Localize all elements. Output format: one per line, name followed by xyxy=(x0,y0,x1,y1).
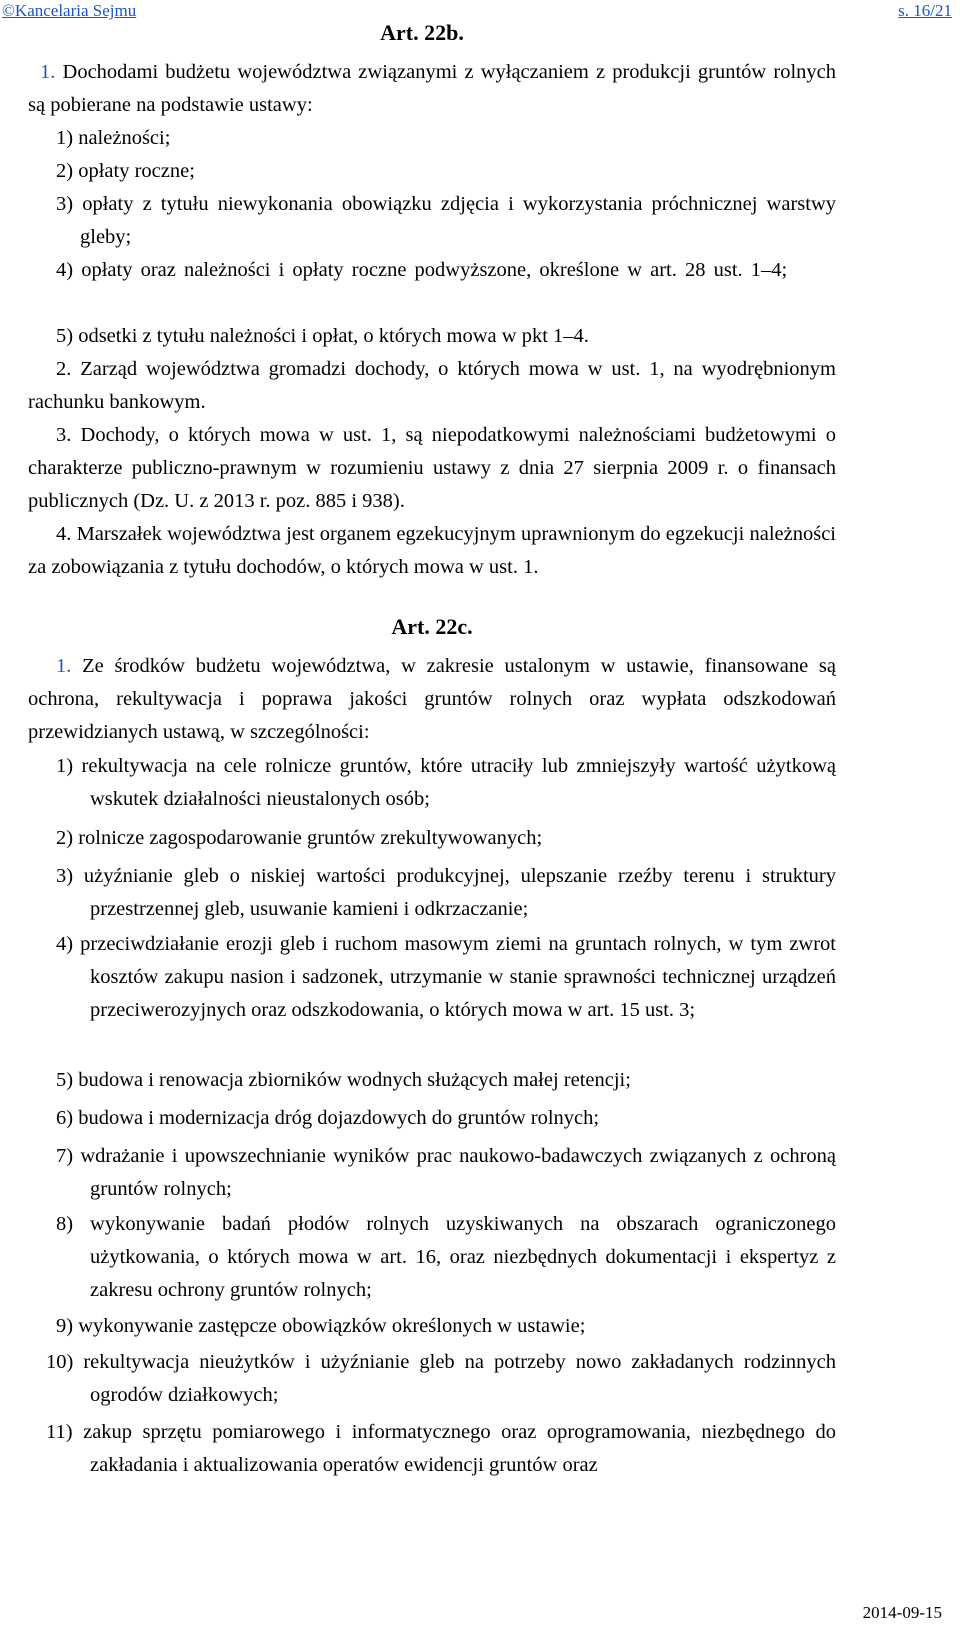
item-number: 4) xyxy=(56,933,74,955)
list-item xyxy=(56,320,836,353)
article-22c-paragraph-1 xyxy=(28,650,836,749)
list-item xyxy=(46,1416,836,1482)
item-text: należności; xyxy=(78,127,171,149)
list-item xyxy=(56,822,836,855)
item-number: 10) xyxy=(46,1351,74,1373)
item-number: 5) xyxy=(56,1069,74,1091)
item-text: wykonywanie badań płodów rolnych uzyskiwanych na obszarach ograniczonego użytkowania, o których mowa w art. 16, oraz niezbędnych dokumentacji i ekspertyz z zakresu ochrony gruntów rolnych; xyxy=(90,1213,837,1301)
item-number: 6) xyxy=(56,1107,74,1129)
copyright-label xyxy=(2,0,136,22)
list-item xyxy=(56,254,836,287)
list-item xyxy=(56,1140,836,1206)
item-text: przeciwdziałanie erozji gleb i ruchom masowym ziemi na gruntach rolnych, w tym zwrot kosztów zakupu nasion i sadzonek, utrzymanie w stanie sprawności technicznej urządzeń przeciwerozyjnych oraz odszkodowania, o których mowa w art. 15 ust. 3; xyxy=(80,933,837,1021)
item-number: 3) xyxy=(56,865,74,887)
item-number: 1) xyxy=(56,755,74,777)
paragraph-text: Dochody, o których mowa w ust. 1, są niepodatkowymi należnościami budżetowymi o charakterze publiczno-prawnym w rozumieniu ustawy z dnia 27 sierpnia 2009 r. o finansach publicznych (Dz. U. z 2013 r. poz. 885 i 938). xyxy=(28,424,837,512)
page-number xyxy=(898,0,952,22)
article-22b-paragraph-3 xyxy=(28,419,836,518)
item-text: rekultywacja na cele rolnicze gruntów, które utraciły lub zmniejszyły wartość użytkową wskutek działalności nieustalonych osób; xyxy=(81,755,836,810)
item-text: opłaty oraz należności i opłaty roczne podwyższone, określone w art. 28 ust. 1–4; xyxy=(81,259,788,281)
article-title-22c: Art. 22c. xyxy=(391,614,473,639)
item-text: zakup sprzętu pomiarowego i informatycznego oraz oprogramowania, niezbędnego do zakładania i aktualizowania operatów ewidencji gruntów oraz xyxy=(83,1421,836,1476)
item-text: użyźnianie gleb o niskiej wartości produkcyjnej, ulepszanie rzeźby terenu i struktury przestrzennej gleb, usuwanie kamieni i odkrzaczanie; xyxy=(83,865,836,920)
paragraph-number: 4. xyxy=(56,523,72,545)
item-number: 2) xyxy=(56,827,74,849)
copyright-link[interactable]: ©Kancelaria Sejmu xyxy=(2,1,137,20)
item-number: 8) xyxy=(56,1213,74,1235)
item-text: odsetki z tytułu należności i opłat, o których mowa w pkt 1–4. xyxy=(78,325,589,347)
paragraph-text: Marszałek województwa jest organem egzekucyjnym uprawnionym do egzekucji należności za zobowiązania z tytułu dochodów, o których mowa w ust. 1. xyxy=(28,523,836,578)
article-22b-paragraph-4 xyxy=(28,518,836,584)
list-item xyxy=(56,188,836,254)
paragraph-number: 3. xyxy=(56,424,72,446)
list-item xyxy=(56,1310,836,1343)
list-item xyxy=(56,1064,836,1097)
list-item xyxy=(56,1208,836,1307)
item-number: 11) xyxy=(46,1421,73,1443)
item-number: 9) xyxy=(56,1315,74,1337)
article-title-22b: Art. 22b. xyxy=(380,20,464,45)
article-22b-paragraph-1 xyxy=(28,56,836,122)
item-text: wykonywanie zastępcze obowiązków określonych w ustawie; xyxy=(78,1315,586,1337)
item-text: wdrażanie i upowszechnianie wyników prac naukowo-badawczych związanych z ochroną gruntów rolnych; xyxy=(80,1145,836,1200)
item-text: budowa i renowacja zbiorników wodnych służących małej retencji; xyxy=(78,1069,631,1091)
list-item xyxy=(56,1102,836,1135)
paragraph-text: Ze środków budżetu województwa, w zakresie ustalonym w ustawie, finansowane są ochrona, rekultywacja i poprawa jakości gruntów rolnych oraz wypłata odszkodowań przewidzianych ustawą, w szczególności: xyxy=(28,655,837,743)
item-number: 5) xyxy=(56,325,74,347)
list-item xyxy=(56,750,836,816)
item-number: 7) xyxy=(56,1145,74,1167)
item-text: rolnicze zagospodarowanie gruntów zrekultywowanych; xyxy=(78,827,543,849)
page-number-link[interactable]: s. 16/21 xyxy=(898,1,952,20)
list-item xyxy=(56,122,836,155)
paragraph-number: 1. xyxy=(56,655,72,677)
list-item xyxy=(56,928,836,1027)
paragraph-number: 1. xyxy=(40,61,56,83)
item-number: 2) xyxy=(56,160,74,182)
paragraph-number: 2. xyxy=(56,358,72,380)
document-date: 2014-09-15 xyxy=(862,1603,942,1622)
item-number: 1) xyxy=(56,127,74,149)
paragraph-text: Zarząd województwa gromadzi dochody, o których mowa w ust. 1, na wyodrębnionym rachunku bankowym. xyxy=(28,358,837,413)
item-text: opłaty roczne; xyxy=(78,160,195,182)
paragraph-text: Dochodami budżetu województwa związanymi z wyłączaniem z produkcji gruntów rolnych są pobierane na podstawie ustawy: xyxy=(28,61,836,116)
item-text: budowa i modernizacja dróg dojazdowych do gruntów rolnych; xyxy=(78,1107,600,1129)
item-text: rekultywacja nieużytków i użyźnianie gleb na potrzeby nowo zakładanych rodzinnych ogrodów działkowych; xyxy=(83,1351,836,1406)
list-item xyxy=(56,860,836,926)
list-item xyxy=(56,155,836,188)
list-item xyxy=(46,1346,836,1412)
article-22b-paragraph-2 xyxy=(28,353,836,419)
item-text: opłaty z tytułu niewykonania obowiązku zdjęcia i wykorzystania próchnicznej warstwy gleby; xyxy=(80,193,837,248)
item-number: 4) xyxy=(56,259,74,281)
item-number: 3) xyxy=(56,193,74,215)
